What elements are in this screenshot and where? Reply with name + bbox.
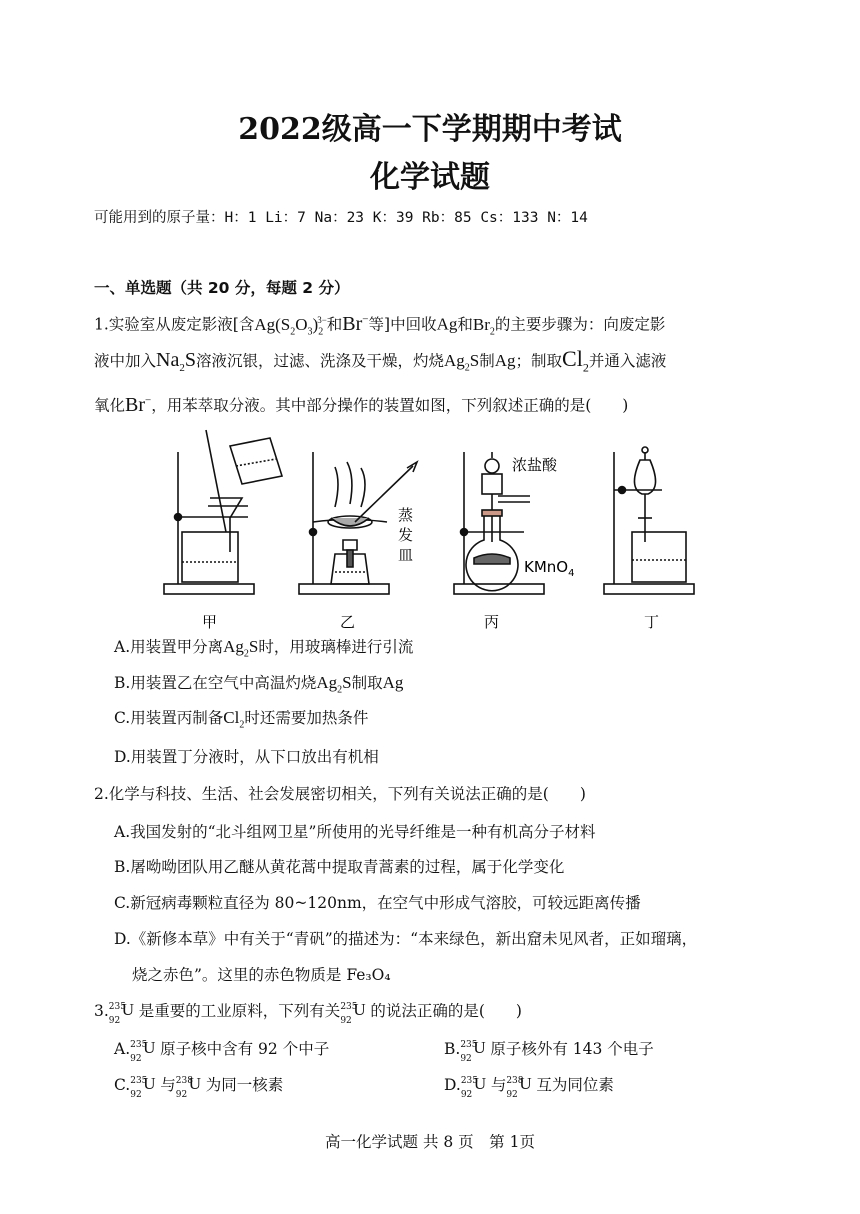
fig-label-bing: 丙: [484, 613, 500, 631]
label-evap-3: 皿: [398, 546, 414, 564]
label-kmno4: KMnO$_4$: [524, 558, 575, 579]
label-evap-2: 发: [398, 526, 414, 544]
q3-option-d: D. 235 92 U 与 238 92 U 互为同位素: [444, 1074, 614, 1100]
atomic-masses: 可能用到的原子量：H：1 Li：7 Na：23 K：39 Rb：85 Cs：133 N：14: [94, 210, 588, 226]
label-hcl: 浓盐酸: [512, 456, 558, 474]
label-evap-1: 蒸: [398, 506, 414, 524]
apparatus-jia: [164, 430, 282, 594]
q3-stem: 3. 235 92 U 是重要的工业原料，下列有关 235 92 U 的说法正确的是( ): [94, 1000, 522, 1026]
exam-title: 2022级高一下学期期中考试: [238, 112, 622, 147]
q1-line1: 1.实验室从废定影液[含$Ag(S_2O_3)_2^{3-}$和Br−等]中回收Ag和$Br_2$的主要步骤为：向废定影: [94, 312, 666, 338]
page-footer: 高一化学试题 共 8 页 第 1页: [325, 1133, 535, 1151]
q2-option-d-line2: 烧之赤色”。这里的赤色物质是 Fe₃O₄: [132, 966, 391, 984]
q2-option-b: B.屠呦呦团队用乙醚从黄花蒿中提取青蒿素的过程，属于化学变化: [114, 858, 565, 876]
q2-option-c: C.新冠病毒颗粒直径为 80~120nm，在空气中形成气溶胶，可较远距离传播: [114, 894, 641, 912]
q1-line3: 氧化Br−，用苯萃取分液。其中部分操作的装置如图，下列叙述正确的是( ): [94, 393, 629, 416]
fig-label-ding: 丁: [644, 613, 660, 631]
apparatus-figure: [160, 422, 720, 634]
q1-option-d: D.用装置丁分液时，从下口放出有机相: [114, 748, 379, 766]
apparatus-ding: [604, 447, 694, 594]
q1-line2: 液中加入$Na_2S$溶液沉银，过滤、洗涤及干燥，灼烧$Ag_2S$制Ag；制取$Cl_2$并通入滤液: [94, 346, 667, 375]
q3-option-c: C. 235 92 U 与 238 92 U 为同一核素: [114, 1074, 284, 1100]
fig-label-yi: 乙: [340, 613, 356, 631]
q3-option-b: B. 235 92 U 原子核外有 143 个电子: [444, 1038, 654, 1064]
section-heading: 一、单选题（共 20 分，每题 2 分）: [94, 279, 350, 297]
subject-title: 化学试题: [370, 160, 490, 195]
q1-option-b: B.用装置乙在空气中高温灼烧$Ag_2S$制取Ag: [114, 673, 404, 696]
q1-option-a: A.用装置甲分离$Ag_2S$时，用玻璃棒进行引流: [114, 637, 414, 660]
q2-stem: 2.化学与科技、生活、社会发展密切相关，下列有关说法正确的是( ): [94, 785, 586, 803]
fig-label-jia: 甲: [202, 613, 218, 631]
q3-option-a: A. 235 92 U 原子核中含有 92 个中子: [114, 1038, 330, 1064]
q1-option-c: C.用装置丙制备$Cl_2$时还需要加热条件: [114, 708, 369, 731]
q2-option-d-line1: D.《新修本草》中有关于“青矾”的描述为：“本来绿色，新出窟未见风者，正如瑠璃，: [114, 930, 698, 948]
q2-option-a: A.我国发射的“北斗组网卫星”所使用的光导纤维是一种有机高分子材料: [114, 823, 596, 841]
